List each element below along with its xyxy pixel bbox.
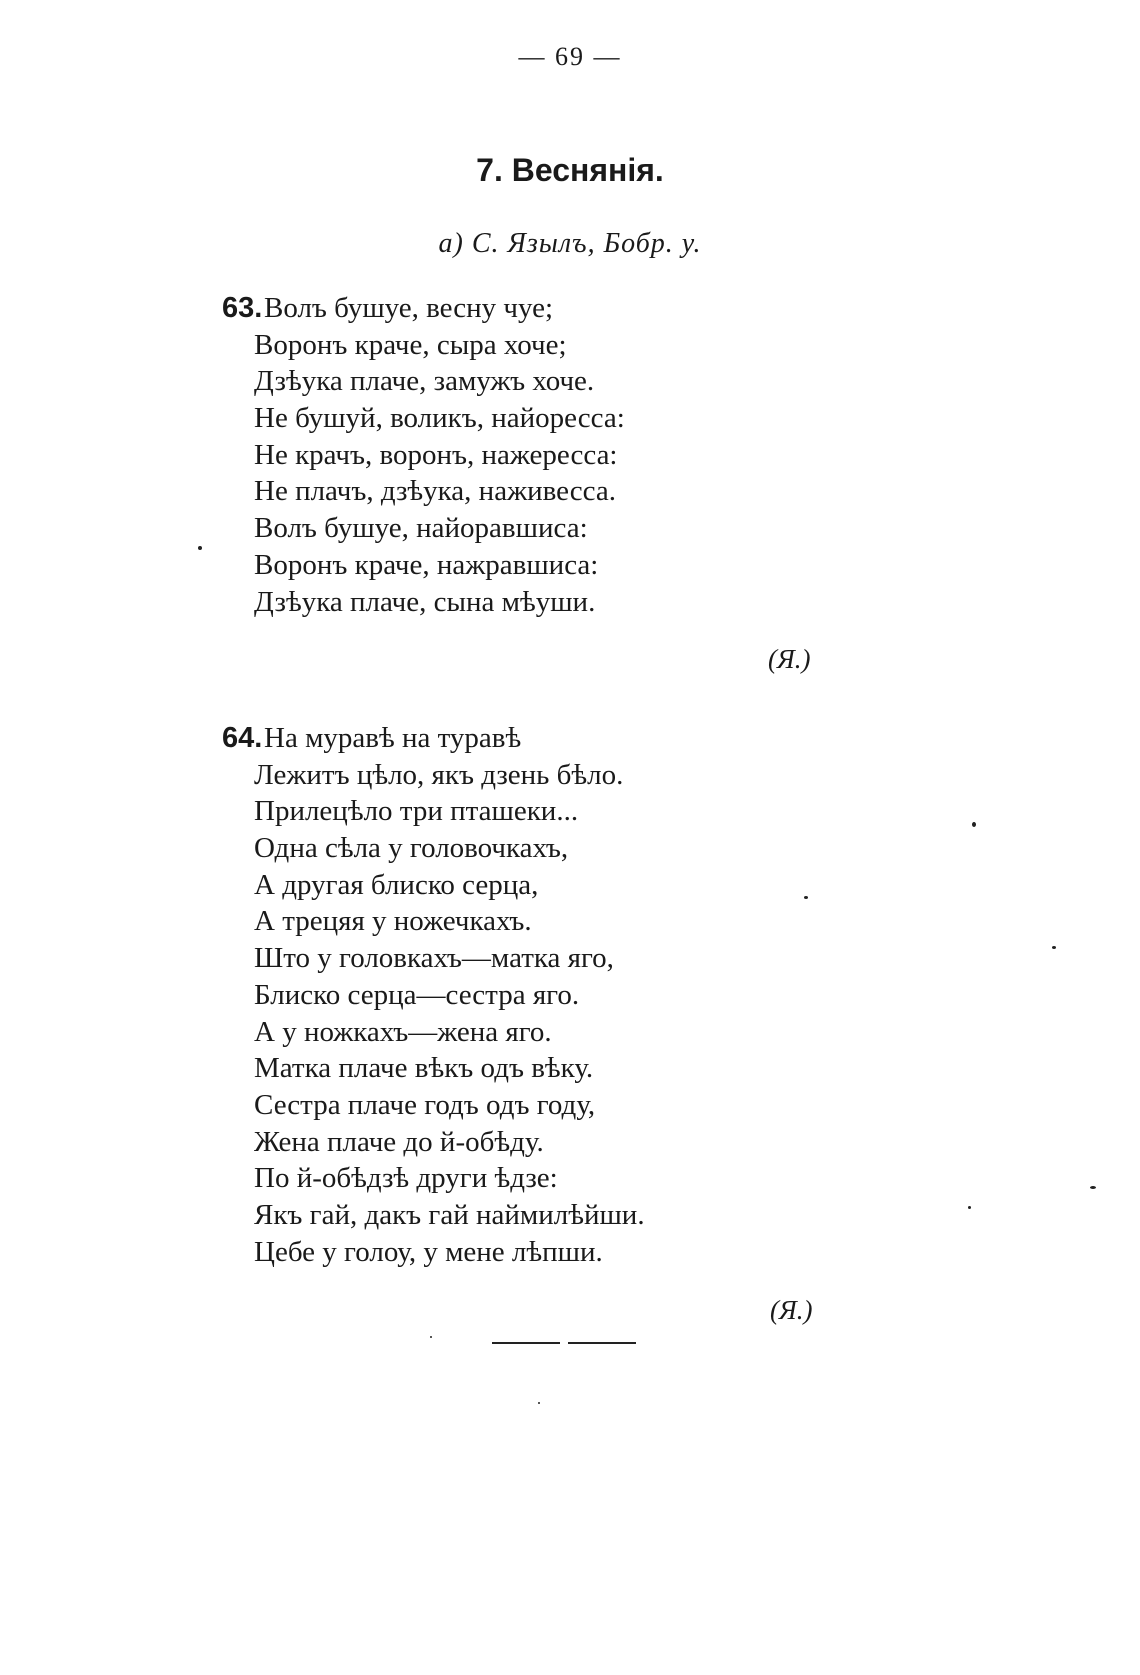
print-speck — [1052, 946, 1056, 949]
poem-line: Жена плаче до й-обѣду. — [254, 1125, 544, 1158]
poem-line: Воронъ краче, нажравшиса: — [254, 548, 599, 581]
poem-lines — [254, 720, 645, 1270]
poem-line: По й-обѣдзѣ други ѣдзе: — [254, 1162, 558, 1195]
poem-line: Цебе у голоу, у мене лѣпши. — [254, 1235, 603, 1268]
poem-line: Сестра плаче годъ одъ году, — [254, 1088, 596, 1121]
poem-source: (Я.) — [768, 644, 811, 674]
poem-line: А другая блиско серца, — [254, 868, 539, 901]
poem-line: Што у головкахъ—матка яго, — [254, 942, 614, 975]
poem-line: Не бушуй, воликъ, найоресса: — [254, 402, 625, 435]
poem-line: Дзѣука плаче, замужъ хоче. — [254, 365, 595, 398]
poem-lines — [254, 290, 625, 620]
print-speck — [972, 822, 976, 827]
poem-64 — [222, 720, 862, 1280]
poem-line: Блиско серца—сестра яго. — [254, 978, 580, 1011]
print-speck — [804, 896, 808, 899]
poem-line: Не плачъ, дзѣука, наживесса. — [254, 475, 616, 508]
print-speck — [538, 1402, 540, 1404]
poem-line: Воронъ краче, сыра хоче; — [254, 328, 567, 361]
divider-rule — [568, 1342, 636, 1344]
poem-line: А трецяя у ножечкахъ. — [254, 905, 532, 938]
print-speck — [198, 546, 202, 550]
page-number: — 69 — — [518, 42, 622, 71]
subsection-heading: а) С. Язылъ, Бобр. у. — [438, 228, 702, 259]
poem-line: Одна сѣла у головочкахъ, — [254, 832, 569, 865]
section-title: 7. Веснянія. — [476, 152, 664, 188]
poem-63 — [222, 290, 862, 630]
poem-line: Якъ гай, дакъ гай наймилѣйши. — [254, 1198, 645, 1231]
print-speck — [1090, 1186, 1096, 1189]
poem-line: Матка плаче вѣкъ одъ вѣку. — [254, 1052, 594, 1085]
poem-source: (Я.) — [770, 1295, 813, 1325]
poem-line: Лежитъ цѣло, якъ дзень бѣло. — [254, 758, 624, 791]
print-speck — [430, 1336, 432, 1338]
poem-line: Не крачъ, воронъ, нажересса: — [254, 438, 618, 471]
print-speck — [968, 1206, 971, 1209]
poem-number: 63. — [222, 292, 263, 324]
poem-line: Волъ бушуе, весну чуе; — [264, 292, 554, 324]
poem-line: А у ножкахъ—жена яго. — [254, 1015, 552, 1048]
divider-rule — [492, 1342, 560, 1344]
poem-number: 64. — [222, 722, 263, 754]
poem-line: Волъ бушуе, найоравшиса: — [254, 512, 588, 545]
poem-line: Дзѣука плаче, сына мѣуши. — [254, 585, 596, 618]
poem-line: На муравѣ на туравѣ — [264, 722, 522, 754]
poem-line: Прилецѣло три пташеки... — [254, 795, 579, 828]
